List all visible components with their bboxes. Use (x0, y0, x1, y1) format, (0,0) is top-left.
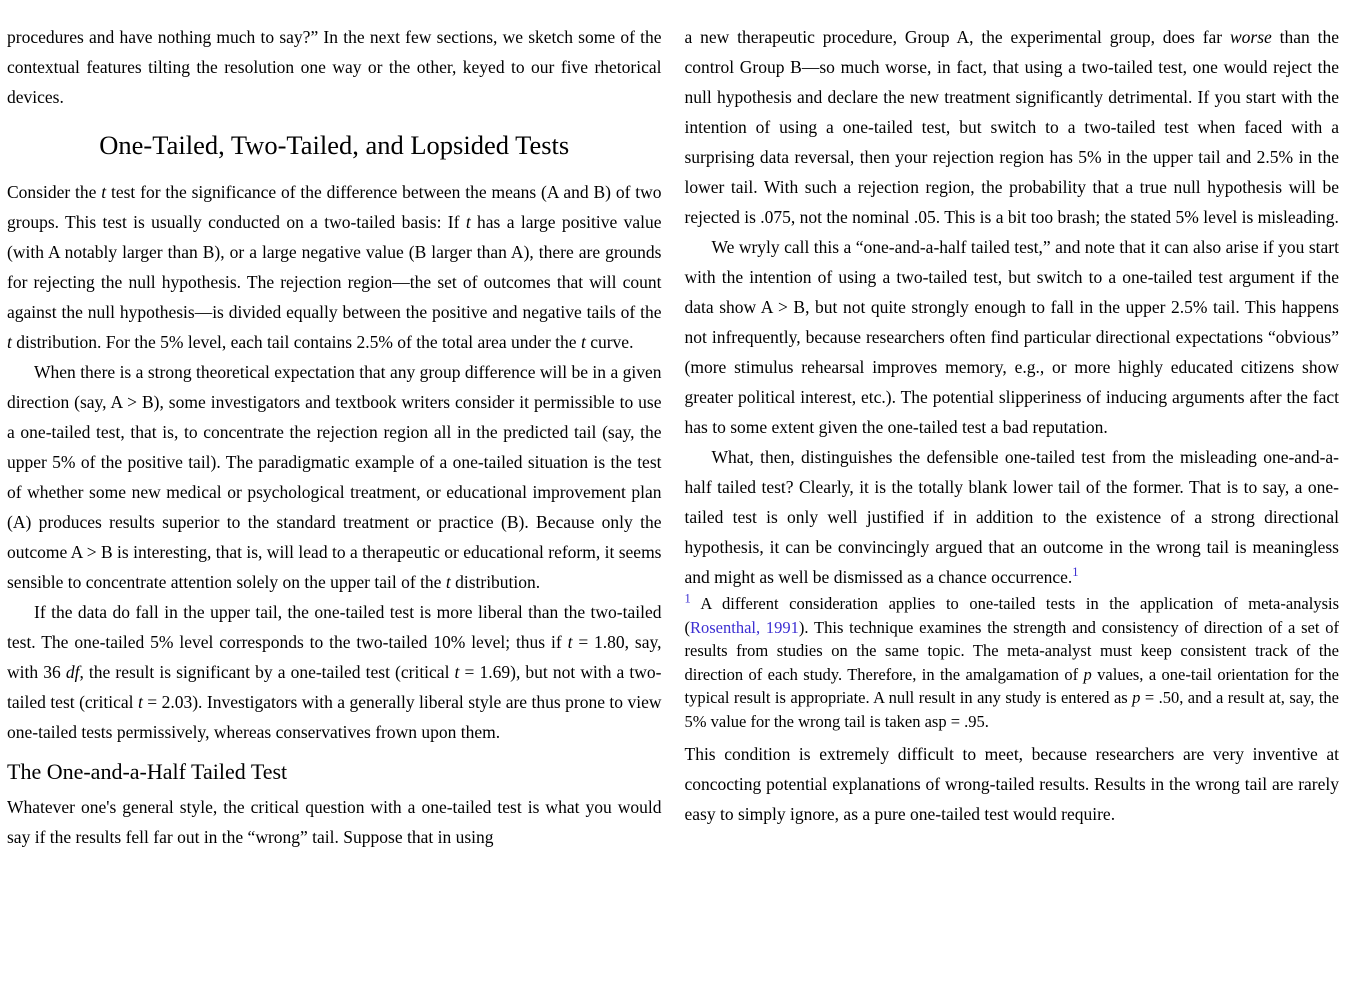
footnote-text: $^1$ A different consideration applies to one-tailed tests in the application of meta-analysis (Rosenthal, 1991). This technique examines the strength and consistency of direction of a set of results from studies on the same topic. The meta-analyst must keep consistent track of the direction of each study. Therefore, in the amalgamation of p values, a one-tail orientation for the typical result is appropriate. A null result in any study is entered as p = .50, and a result at, say, the 5% value for the wrong tail is taken asp = .95. (684, 591, 1339, 731)
paragraph-what-then-distinguishes: What, then, distinguishes the defensible one-tailed test from the misleading one-and-a-half tailed test? Clearly, it is the totally blank lower tail of the former. That is to say, a one-tailed test is only well justified if in addition to the existence of a strong directional hypothesis, it can be convincingly argued that an outcome in the wrong tail is meaningless and might as well be dismissed as a chance occurrence.$^1$ (684, 447, 1339, 587)
footnote-ref[interactable]: 1 (1072, 565, 1079, 580)
paragraph-whatever-style: Whatever one's general style, the critical question with a one-tailed test is what you would say if the results fell far out in the “wrong” tail. Suppose that in using (7, 797, 662, 847)
paragraph-if-data-upper-tail: If the data do fall in the upper tail, the one-tailed test is more liberal than the two-tailed test. The one-tailed 5% level corresponds to the two-tailed 10% level; thus if t = 1.80, say, with 36 df, the result is significant by a one-tailed test (critical t = 1.69), but not with a two-tailed test (critical t = 2.03). Investigators with a generally liberal style are thus prone to view one-tailed tests permissively, whereas conservatives frown upon them. (7, 602, 662, 742)
paragraph-intro-continuation: procedures and have nothing much to say?” In the next few sections, we sketch some of the contextual features tilting the resolution one way or the other, keyed to our five rhetorical devices. (7, 27, 662, 107)
paragraph-when-expectation: When there is a strong theoretical expectation that any group difference will be in a given direction (say, A > B), some investigators and textbook writers consider it permissible to use a one-tailed test, that is, to concentrate the rejection region all in the predicted tail (say, the upper 5% of the positive tail). The paradigmatic example of a one-tailed situation is the test of whether some new medical or psychological treatment, or educational improvement plan (A) produces results superior to the standard treatment or practice (B). Because only the outcome A > B is interesting, that is, will lead to a therapeutic or educational reform, it seems sensible to concentrate attention solely on the upper tail of the t distribution. (7, 362, 662, 592)
subsection-heading: The One-and-a-Half Tailed Test (7, 759, 288, 784)
paragraph-therapeutic-continuation: a new therapeutic procedure, Group A, the experimental group, does far worse than the control Group B—so much worse, in fact, that using a two-tailed test, one would reject the null hypothesis and declare the new treatment significantly detrimental. If you start with the intention of using a one-tailed test, but switch to a two-tailed test when faced with a surprising data reversal, then your rejection region has 5% in the upper tail and 2.5% in the lower tail. With such a rejection region, the probability that a true null hypothesis will be rejected is .075, not the nominal .05. This is a bit too brash; the stated 5% level is misleading. (684, 27, 1339, 227)
paragraph-consider-t-test: Consider the t test for the significance of the difference between the means (A and B) of two groups. This test is usually conducted on a two-tailed basis: If t has a large positive value (with A notably larger than B), or a large negative value (B larger than A), there are grounds for rejecting the null hypothesis. The rejection region—the set of outcomes that will count against the null hypothesis—is divided equally between the positive and negative tails of the t distribution. For the 5% level, each tail contains 2.5% of the total area under the t curve. (7, 182, 662, 352)
paragraph-this-condition: This condition is extremely difficult to meet, because researchers are very inventive at concocting potential explanations of wrong-tailed results. Results in the wrong tail are rarely easy to simply ignore, as a pure one-tailed test would require. (684, 744, 1339, 824)
left-column (7, 22, 662, 998)
paragraph-wryly-one-and-a-half: We wryly call this a “one-and-a-half tailed test,” and note that it can also arise if you start with the intention of using a two-tailed test, but switch to a one-tailed test argument if the data show A > B, but not quite strongly enough to fall in the upper 2.5% tail. This happens not infrequently, because researchers often find particular directional expectations “obvious” (more stimulus rehearsal improves memory, e.g., or more highly educated citizens show greater political interest, etc.). The potential slipperiness of inducing arguments after the fact has to some extent given the one-tailed test a bad reputation. (684, 237, 1339, 437)
footnote-marker[interactable]: 1 (684, 591, 691, 606)
section-heading: One-Tailed, Two-Tailed, and Lopsided Tests (99, 130, 570, 160)
citation-link-rosenthal-1991[interactable]: Rosenthal, 1991 (690, 617, 799, 637)
right-column (685, 22, 1340, 998)
